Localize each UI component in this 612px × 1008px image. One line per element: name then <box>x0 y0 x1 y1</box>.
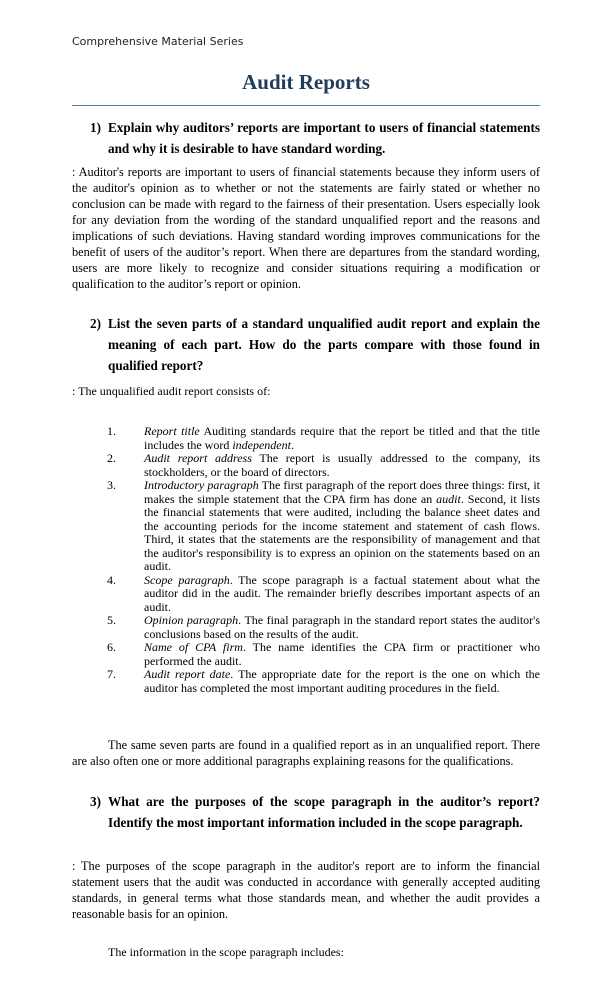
answer-2-intro: : The unqualified audit report consists of: <box>72 384 271 398</box>
answer-2-closing: The same seven parts are found in a qualified report as in an unqualified report. There are also often one or more additional paragraphs explaining reasons for the qualifications. <box>72 738 540 768</box>
question-text: What are the purposes of the scope paragraph in the auditor’s report? Identify the most important information included in the scope paragraph. <box>108 794 540 830</box>
list-item <box>107 425 540 452</box>
question-2 <box>90 313 540 376</box>
list-item-text: . The appropriate date for the report is the one on which the auditor has completed the most important auditing procedures in the field. <box>144 667 540 695</box>
answer-3-followup: The information in the scope paragraph includes: <box>108 945 344 959</box>
list-item-title: Name of CPA firm <box>144 640 243 654</box>
list-item-text: . The scope paragraph is a factual statement about what the auditor did in the audit. The remainder briefly describes important aspects of an audit. <box>144 572 540 614</box>
list-item-text: . The name identifies the CPA firm or practitioner who performed the audit. <box>144 640 540 668</box>
list-item-number: 1. <box>107 424 116 438</box>
answer-3: : The purposes of the scope paragraph in the auditor's report are to inform the financial statement users that the audit was conducted in accordance with generally accepted auditing standards, in general terms what those standards mean, and whether the audit provides a reasonable basis for an opinion. <box>72 859 540 921</box>
list-item <box>107 479 540 574</box>
list-item-number: 4. <box>107 572 116 587</box>
list-item-tail: . Second, it lists the financial statements that were audited, including the balance sheet dates and the accounting periods for the income statement and statement of cash flows. Third, it states that the statements are the responsibility of management and that the auditor's responsibility is to express an opinion on the statements based on an audit. <box>144 491 540 573</box>
question-3 <box>90 791 540 833</box>
list-item-title: Introductory paragraph <box>144 478 259 492</box>
question-number: 2) <box>90 316 101 331</box>
question-number: 1) <box>90 120 101 135</box>
list-item-title: Opinion paragraph <box>144 613 239 627</box>
list-item-title: Report title <box>144 424 200 438</box>
list-item <box>107 668 540 695</box>
series-header: Comprehensive Material Series <box>72 35 244 48</box>
list-item-text: . The final paragraph in the standard report states the auditor's conclusions based on the results of the audit. <box>144 613 540 641</box>
list-item-number: 2. <box>107 451 116 465</box>
list-item <box>107 614 540 641</box>
list-item-text: The report is usually addressed to the company, its stockholders, or the board of directors. <box>144 451 540 479</box>
question-text: Explain why auditors’ reports are important to users of financial statements and why it is desirable to have standard wording. <box>108 120 540 156</box>
list-item-title: Scope paragraph <box>144 572 230 587</box>
list-item-number: 7. <box>107 667 116 681</box>
title-divider <box>72 105 540 106</box>
list-item-number: 3. <box>107 478 116 492</box>
list-item-number: 5. <box>107 613 116 627</box>
list-item-tail: . <box>290 437 294 452</box>
question-text: List the seven parts of a standard unqualified audit report and explain the meaning of each part. How do the parts compare with those found in qualified report? <box>108 316 540 373</box>
page-title: Audit Reports <box>242 70 370 94</box>
answer-1: : Auditor's reports are important to users of financial statements because they inform users of the auditor's opinion as to whether or not the statements are fairly stated or whether no conclusion can be made with regard to the fairness of their presentation. Users especially look for any deviation from the wording of the standard unqualified report and the reasons and implications of such deviations. Having standard wording improves communications for the benefit of users of the auditor’s report. When there are departures from the standard wording, users are more likely to recognize and consider situations requiring a modification or qualification to the auditor’s report or opinion. <box>72 165 540 291</box>
question-1 <box>90 117 540 159</box>
list-item-number: 6. <box>107 640 116 654</box>
list-item-emphasis: audit <box>436 491 461 506</box>
list-item-title: Audit report address <box>144 451 252 465</box>
list-item <box>107 641 540 668</box>
list-item-title: Audit report date <box>144 667 231 681</box>
list-item <box>107 574 540 615</box>
report-parts-list <box>107 425 540 695</box>
list-item-text: The first paragraph of the report does three things: first, it makes the simple statement that the CPA firm has done an <box>144 478 540 506</box>
question-number: 3) <box>90 794 101 809</box>
list-item-emphasis: independent <box>232 437 291 452</box>
list-item-text: Auditing standards require that the report be titled and that the title includes the word <box>144 424 540 452</box>
list-item <box>107 452 540 479</box>
